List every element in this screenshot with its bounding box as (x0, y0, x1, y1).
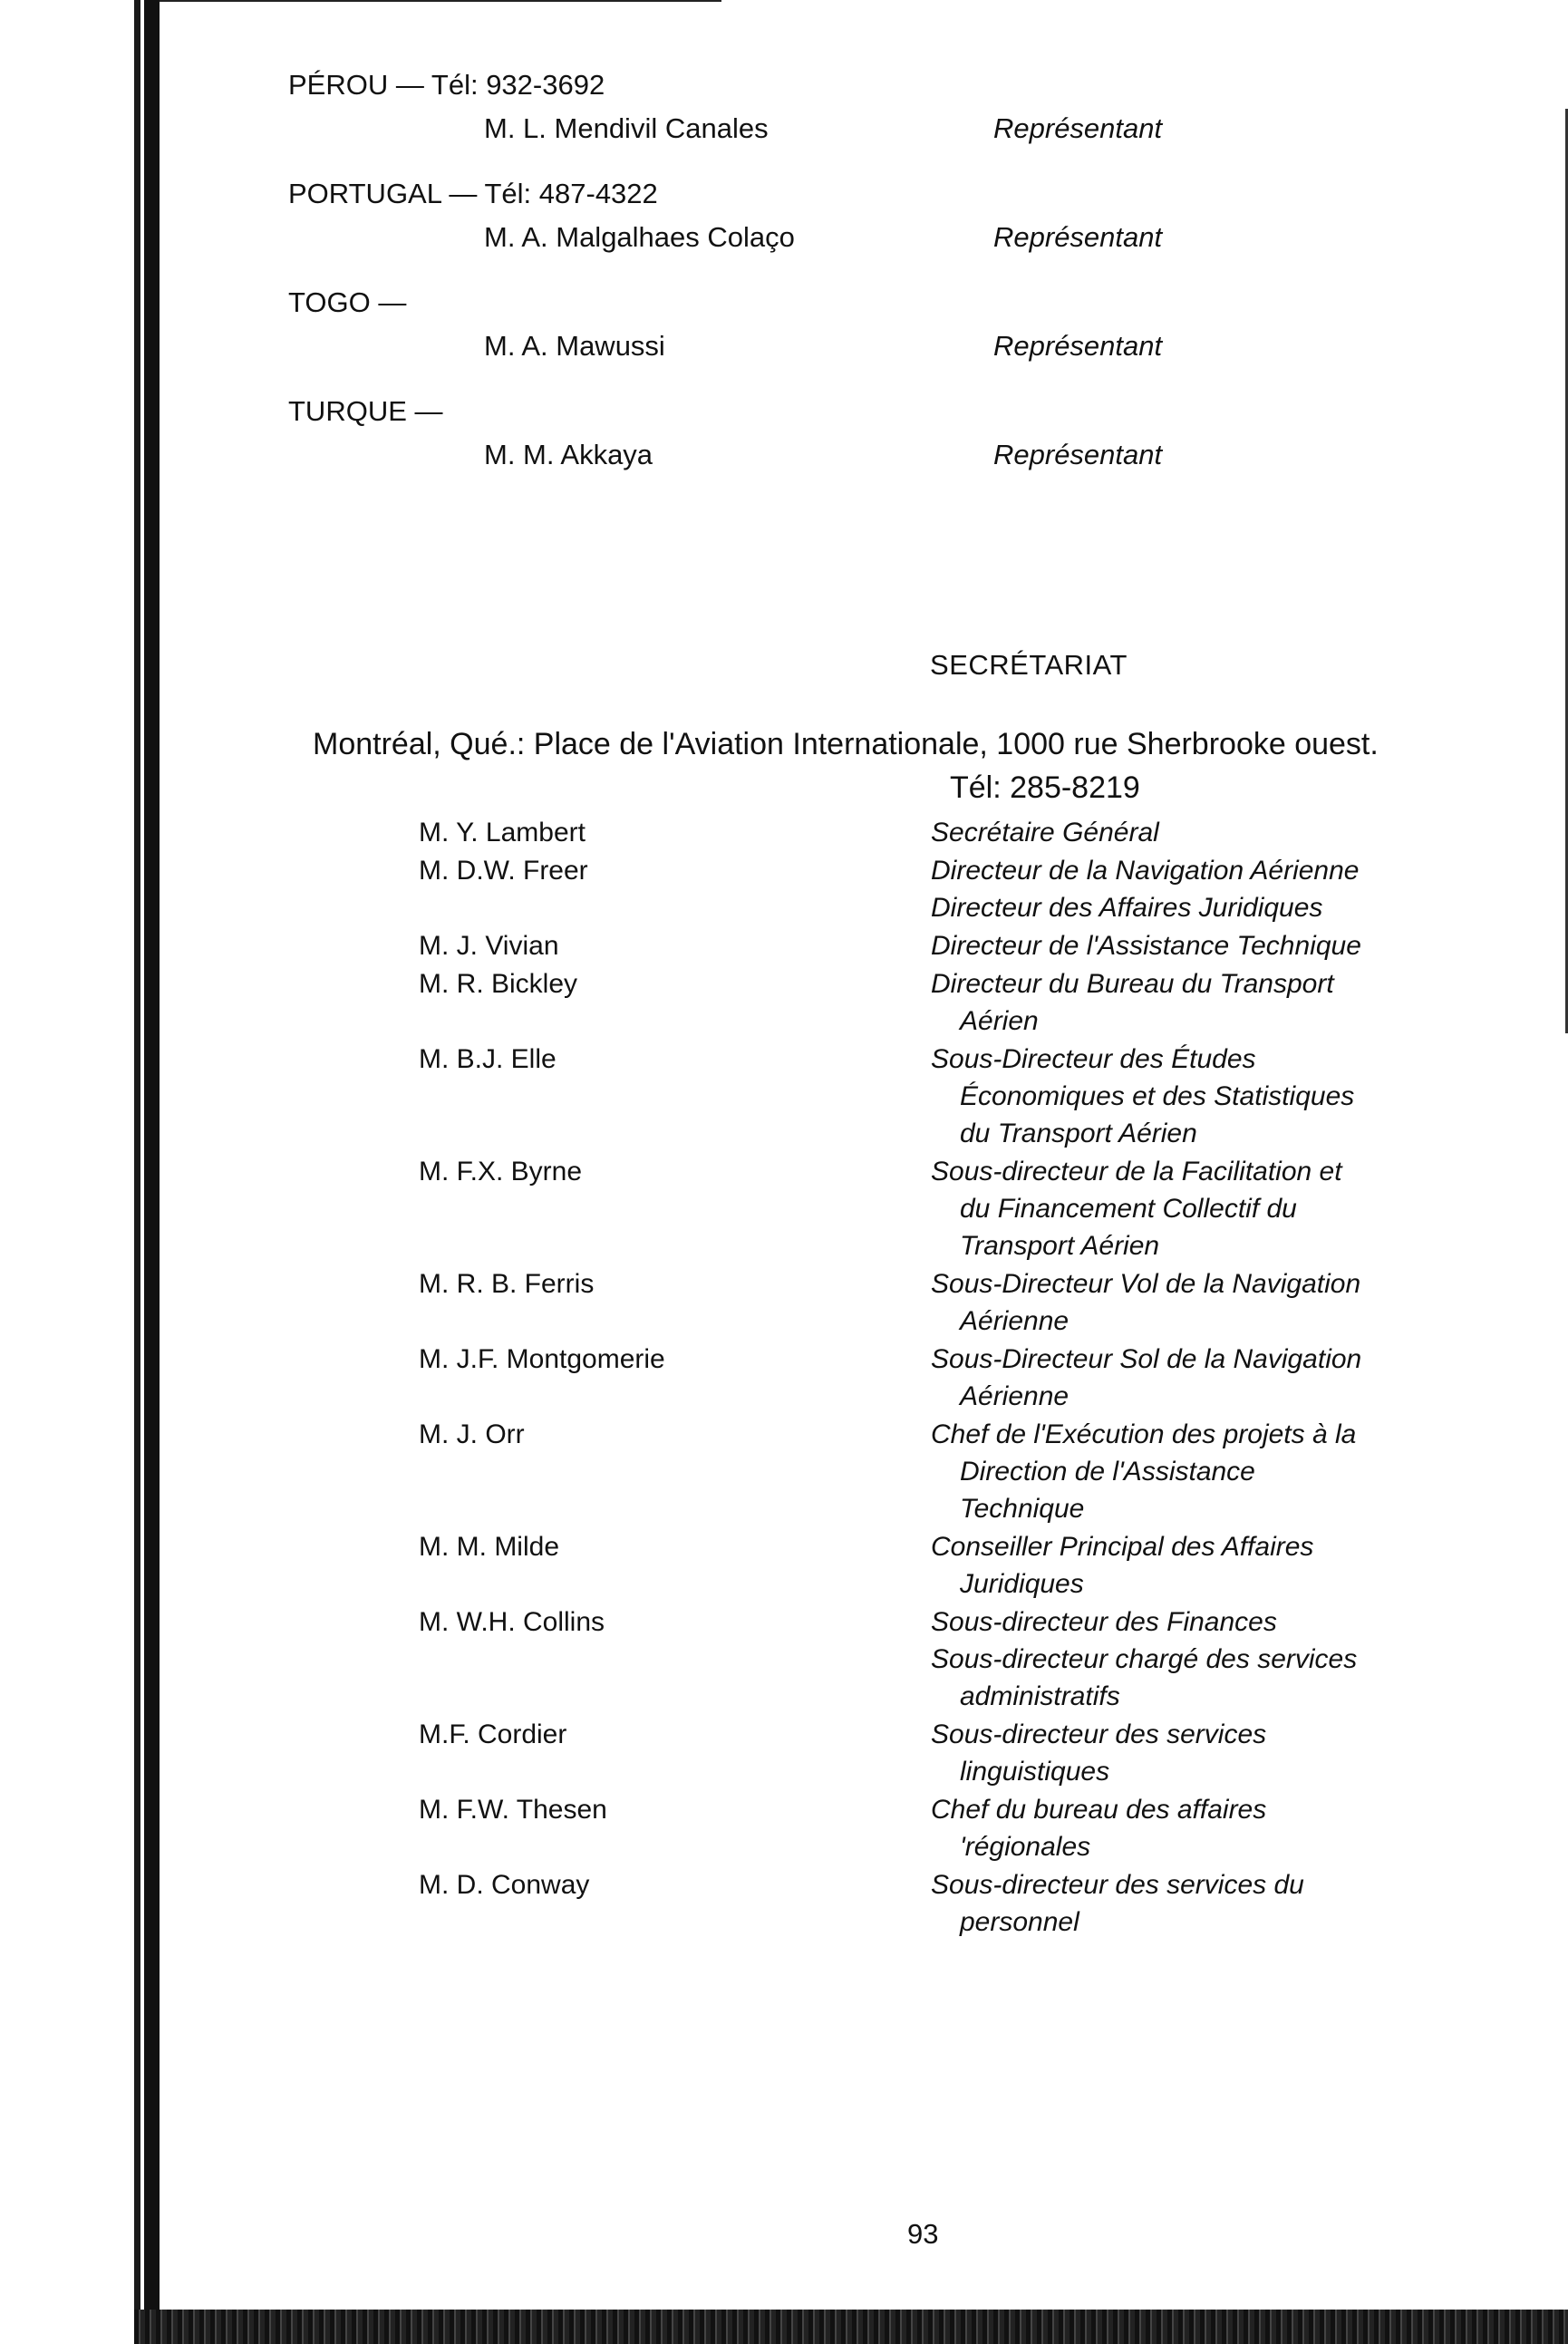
staff-title-line: Juridiques (960, 1569, 1084, 1599)
staff-title-line: Sous-Directeur des Études (931, 1044, 1256, 1074)
delegate-role: Représentant (993, 330, 1163, 362)
staff-title-line: 'régionales (960, 1832, 1091, 1862)
staff-row (419, 1791, 1506, 1865)
scan-binding-bottom (134, 2310, 1568, 2344)
staff-title-line: Aérienne (960, 1381, 1070, 1411)
staff-row (419, 1341, 1506, 1415)
staff-title-line: du Financement Collectif du (960, 1194, 1297, 1224)
staff-name: M. R. Bickley (419, 969, 578, 999)
staff-row (419, 1528, 1506, 1603)
staff-title (931, 1041, 1506, 1152)
staff-title (931, 1716, 1506, 1790)
staff-name: M. W.H. Collins (419, 1607, 605, 1637)
staff-name: M. F.X. Byrne (419, 1157, 583, 1187)
staff-name: M. B.J. Elle (419, 1044, 557, 1074)
staff-title-line: Directeur de l'Assistance Technique (931, 931, 1361, 961)
staff-title-line: Transport Aérien (960, 1231, 1160, 1261)
staff-name: M.F. Cordier (419, 1719, 567, 1749)
delegate-name: M. A. Malgalhaes Colaço (484, 221, 795, 253)
staff-title-line: Directeur du Bureau du Transport (931, 969, 1334, 999)
staff-title (931, 1528, 1506, 1603)
staff-row (419, 1041, 1506, 1152)
staff-row (419, 814, 1506, 851)
staff-name: M. M. Milde (419, 1532, 560, 1562)
delegate-role: Représentant (993, 221, 1163, 253)
top-rule (160, 0, 721, 2)
staff-row (419, 1603, 1506, 1715)
staff-title-line: Secrétaire Général (931, 818, 1159, 848)
staff-name: M. Y. Lambert (419, 818, 586, 848)
delegate-name: M. L. Mendivil Canales (484, 112, 769, 144)
secretariat-staff-list (419, 814, 1506, 1942)
staff-title-line: Sous-Directeur Sol de la Navigation (931, 1344, 1362, 1374)
staff-name: M. D.W. Freer (419, 856, 588, 886)
staff-title-line: Aérien (960, 1006, 1039, 1036)
staff-name: M. J.F. Montgomerie (419, 1344, 665, 1374)
delegate-row (288, 323, 1285, 370)
staff-title-line: Directeur des Affaires Juridiques (931, 893, 1323, 923)
staff-title-line: personnel (960, 1907, 1079, 1937)
staff-title (931, 1416, 1506, 1527)
staff-title-line: Sous-directeur chargé des services (931, 1644, 1358, 1674)
staff-title-line: Sous-directeur des services (931, 1719, 1267, 1749)
staff-title (931, 927, 1506, 964)
staff-title-line: Aérienne (960, 1306, 1070, 1336)
staff-title-line: Sous-directeur des Finances (931, 1607, 1277, 1637)
delegate-row (288, 105, 1285, 152)
scan-binding-left (134, 0, 160, 2344)
delegate-role: Représentant (993, 439, 1163, 470)
staff-row (419, 1866, 1506, 1941)
country-heading: PÉROU — Tél: 932-3692 (288, 69, 605, 101)
staff-row (419, 1716, 1506, 1790)
staff-row (419, 965, 1506, 1040)
staff-title-line: Chef du bureau des affaires (931, 1795, 1267, 1825)
staff-title-line: Sous-directeur de la Facilitation et (931, 1157, 1342, 1187)
staff-title-line: Sous-directeur des services du (931, 1870, 1304, 1900)
staff-title (931, 965, 1506, 1040)
delegate-role: Représentant (993, 112, 1163, 144)
staff-title-line: Conseiller Principal des Affaires (931, 1532, 1314, 1562)
staff-title-line: Économiques et des Statistiques (960, 1081, 1355, 1111)
staff-title (931, 1791, 1506, 1865)
staff-title-line: du Transport Aérien (960, 1119, 1197, 1148)
staff-title-line: administratifs (960, 1681, 1120, 1711)
staff-title-line: Technique (960, 1494, 1085, 1524)
delegate-row (288, 431, 1285, 479)
staff-name: M. F.W. Thesen (419, 1795, 607, 1825)
delegation-list (288, 65, 1285, 479)
staff-name: M. J. Orr (419, 1419, 525, 1449)
staff-title (931, 1265, 1506, 1340)
staff-row (419, 1265, 1506, 1340)
country-heading: TOGO — (288, 286, 407, 318)
staff-row (419, 1416, 1506, 1527)
secretariat-phone: Tél: 285-8219 (950, 770, 1140, 805)
staff-title (931, 1153, 1506, 1264)
staff-name: M. J. Vivian (419, 931, 559, 961)
staff-title-line: linguistiques (960, 1757, 1110, 1787)
staff-row (419, 927, 1506, 964)
delegate-name: M. A. Mawussi (484, 330, 665, 362)
staff-name: M. D. Conway (419, 1870, 590, 1900)
staff-row (419, 852, 1506, 926)
staff-title-line: Direction de l'Assistance (960, 1457, 1255, 1487)
staff-title (931, 1603, 1506, 1715)
country-heading: TURQUE — (288, 395, 443, 427)
page-number: 93 (907, 2218, 939, 2250)
staff-title (931, 1341, 1506, 1415)
secretariat-address: Montréal, Qué.: Place de l'Aviation Internationale, 1000 rue Sherbrooke ouest. (313, 727, 1379, 761)
staff-title (931, 852, 1506, 926)
delegate-name: M. M. Akkaya (484, 439, 653, 470)
country-heading: PORTUGAL — Tél: 487-4322 (288, 178, 658, 209)
delegate-row (288, 214, 1285, 261)
staff-name: M. R. B. Ferris (419, 1269, 595, 1299)
staff-title (931, 1866, 1506, 1941)
staff-title-line: Sous-Directeur Vol de la Navigation (931, 1269, 1361, 1299)
staff-title (931, 814, 1506, 851)
staff-title-line: Chef de l'Exécution des projets à la (931, 1419, 1357, 1449)
secretariat-heading: SECRÉTARIAT (930, 649, 1128, 681)
staff-title-line: Directeur de la Navigation Aérienne (931, 856, 1360, 886)
staff-row (419, 1153, 1506, 1264)
